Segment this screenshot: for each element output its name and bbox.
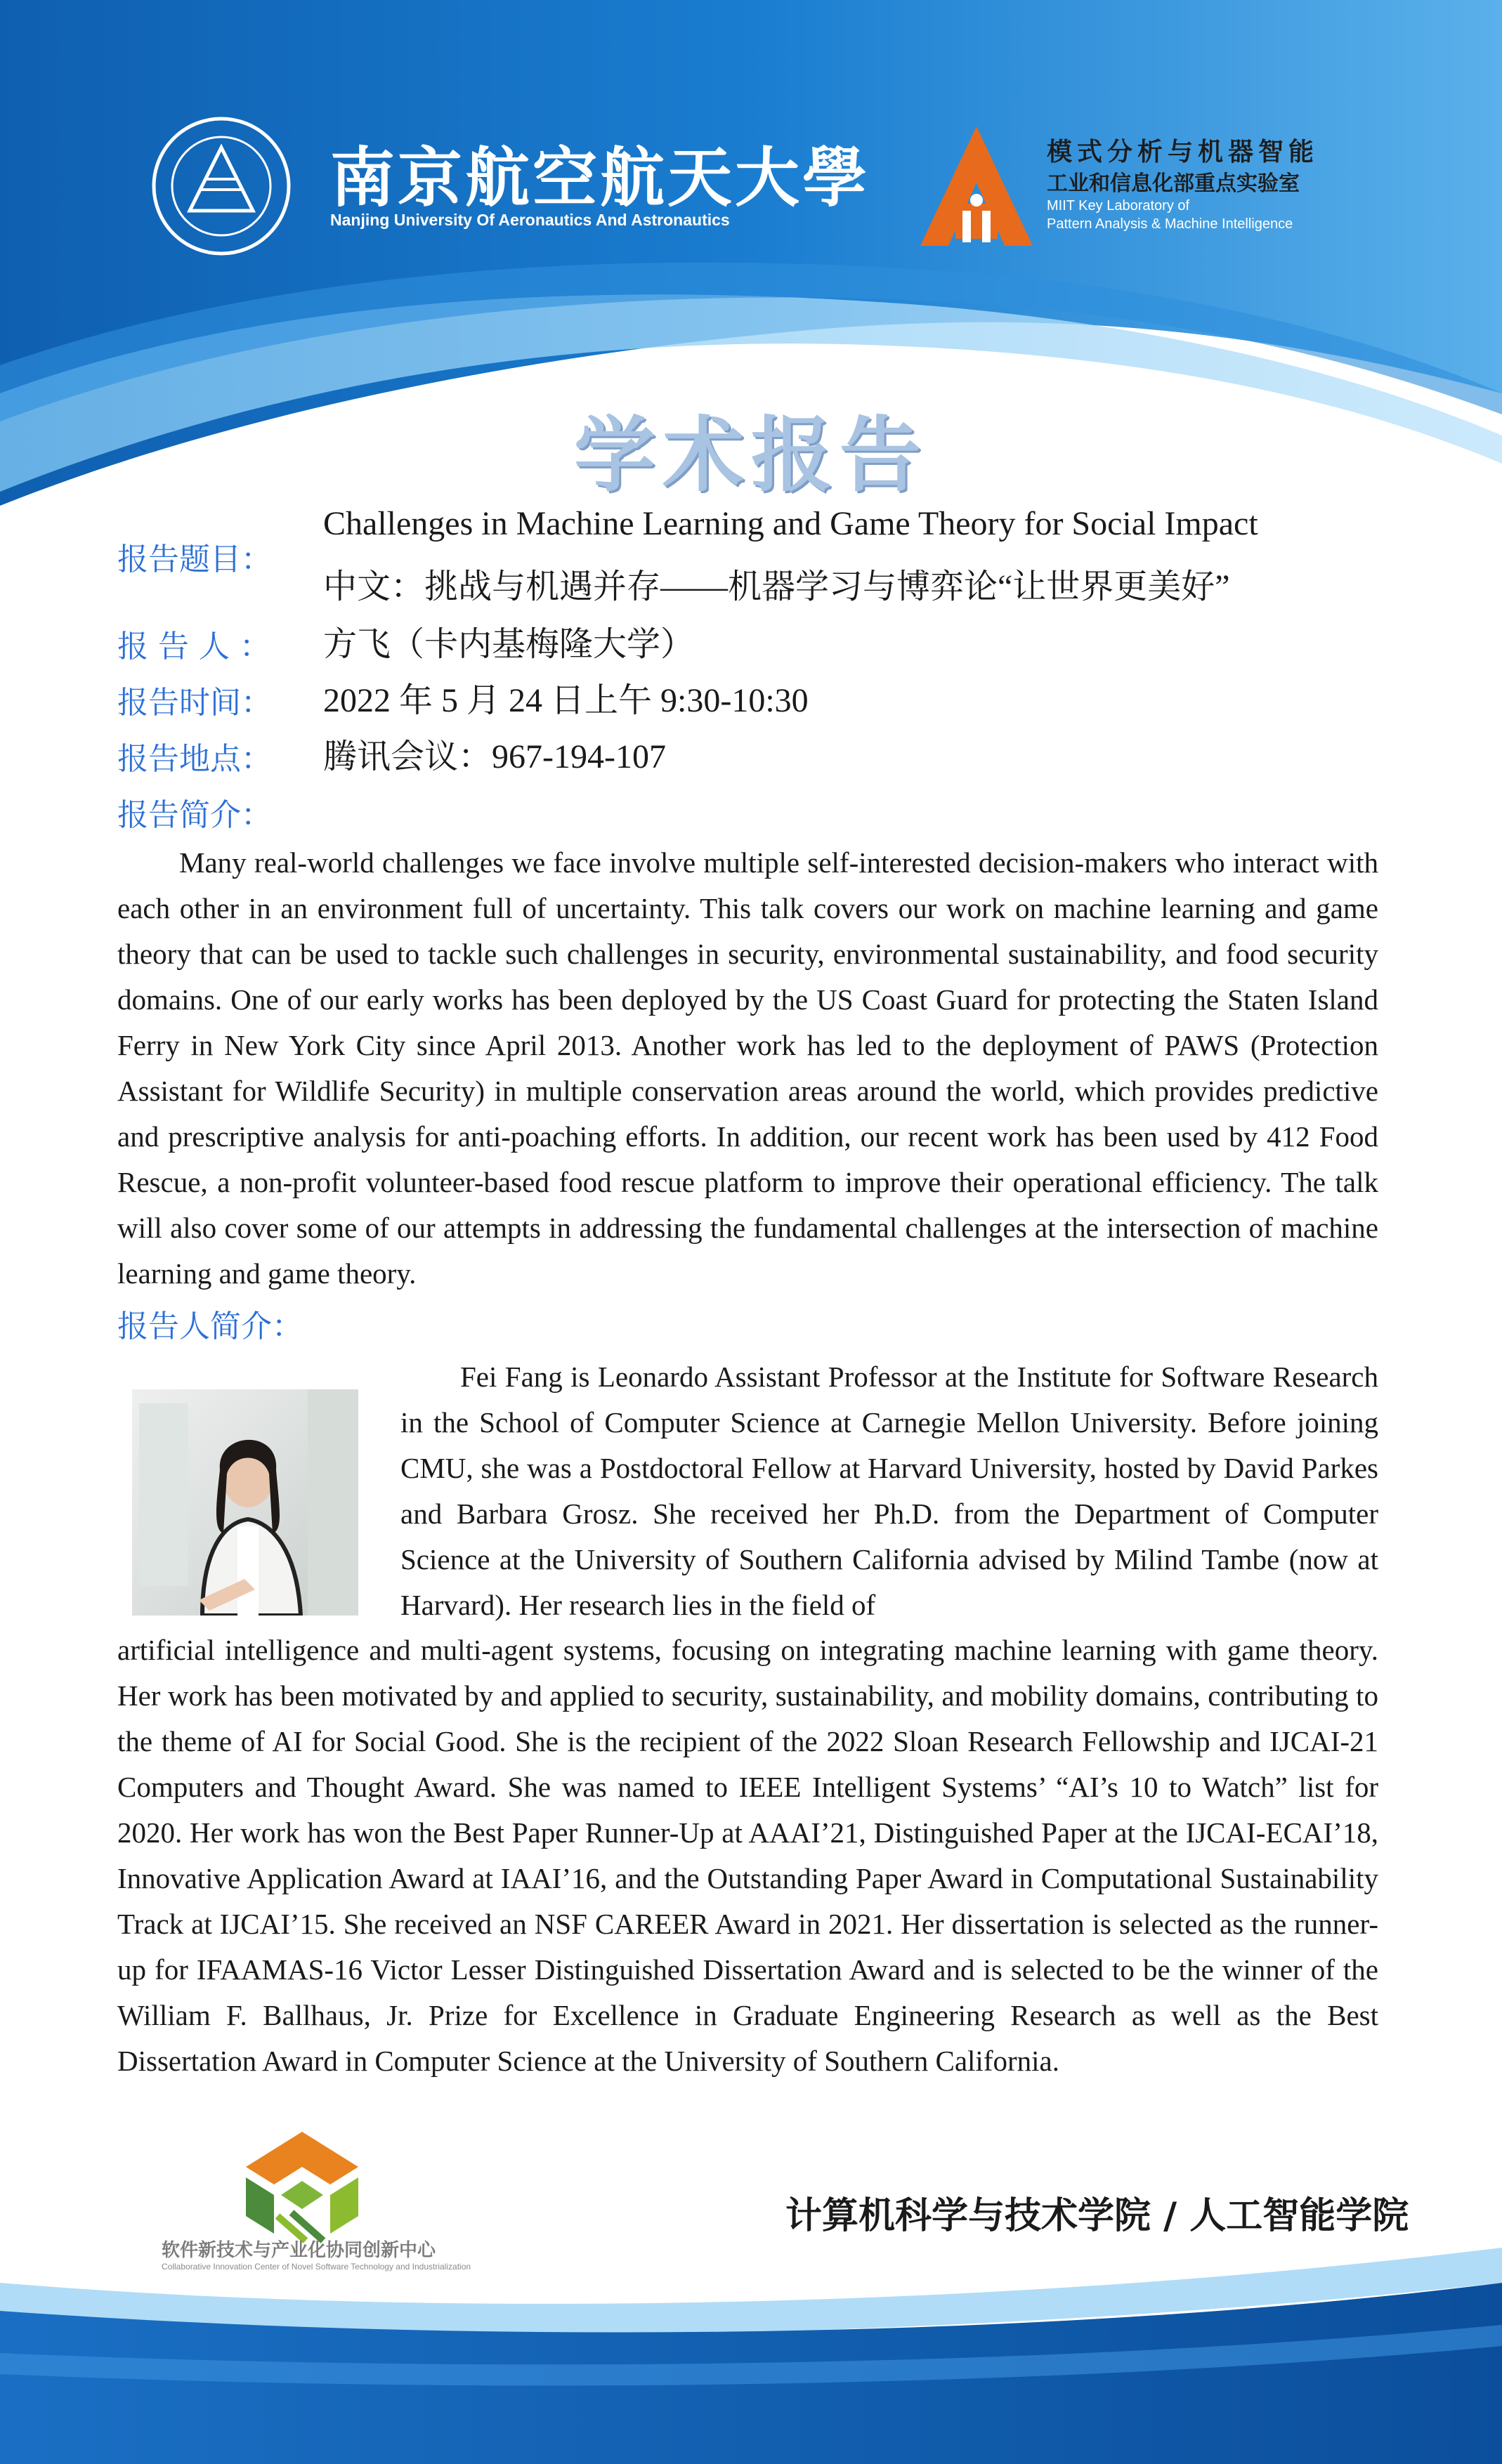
university-name-en: Nanjing University Of Aeronautics And Astronautics xyxy=(330,211,730,229)
speaker-photo xyxy=(132,1389,358,1616)
school-name: 计算机科学与技术学院 / 人工智能学院 xyxy=(785,2195,1409,2237)
topic-label: 报告题目： xyxy=(117,542,272,577)
lab-name-en-line1: MIIT Key Laboratory of xyxy=(1047,198,1190,214)
abstract-label: 报告简介： xyxy=(117,797,272,833)
footer-banner xyxy=(0,2206,1502,2464)
topic-cn: 中文：挑战与机遇并存——机器学习与博弈论“让世界更美好” xyxy=(323,568,1230,605)
page-title: 学术报告 xyxy=(574,408,928,503)
time-value: 2022 年 5 月 24 日上午 9:30-10:30 xyxy=(323,682,809,719)
topic-en: Challenges in Machine Learning and Game Theory for Social Impact xyxy=(323,505,1258,542)
speaker-value: 方飞（卡内基梅隆大学） xyxy=(323,626,695,663)
lab-name-cn-line2: 工业和信息化部重点实验室 xyxy=(1047,171,1300,196)
lab-name-en-line2: Pattern Analysis & Machine Intelligence xyxy=(1047,216,1293,232)
bio-text-part1: Fei Fang is Leonardo Assistant Professor at the Institute for Software Research in the School of Computer Science at Carnegie Mellon University. Before joining CMU, she was a Postdoctoral Fellow at Harvard University, hosted by David Parkes and Barbara Grosz. She received her Ph.D. from the Department of Computer Science at the University of Southern California advised by Milind Tambe (now at Harvard). Her research lies in the field of xyxy=(400,1361,1378,1621)
speaker-label: 报 告 人 ： xyxy=(117,629,270,664)
place-value: 腾讯会议：967-194-107 xyxy=(323,738,666,775)
university-name-cn: 南京航空航天大學 xyxy=(330,140,870,216)
place-label: 报告地点： xyxy=(117,741,272,777)
bio-text-part2: artificial intelligence and multi-agent systems, focusing on integrating machine learning with game theory. Her work has been motivated by and applied to security, sustainability, and mobility domains, contributing to the theme of AI for Social Good. She is the recipient of the 2022 Sloan Research Fellowship and IJCAI-21 Computers and Thought Award. She was named to IEEE Intelligent Systems’ “AI’s 10 to Watch” list for 2020. Her work has won the Best Paper Runner-Up at AAAI’21, Distinguished Paper at the IJCAI-ECAI’18, Innovative Application Award at IAAI’16, and the Outstanding Paper Award in Computational Sustainability Track at IJCAI’15. She received an NSF CAREER Award in 2021. Her dissertation is selected as the runner-up for IFAAMAS-16 Victor Lesser Distinguished Dissertation Award and is selected to be the winner of the William F. Ballhaus, Jr. Prize for Excellence in Graduate Engineering Research as well as the Best Dissertation Award in Computer Science at the University of Southern California. xyxy=(117,1634,1378,2077)
lab-logo xyxy=(913,119,1040,253)
time-label: 报告时间： xyxy=(117,685,272,721)
innovation-center-name-en: Collaborative Innovation Center of Novel Software Technology and Industrialization xyxy=(162,2262,471,2272)
lab-name-cn-line1: 模式分析与机器智能 xyxy=(1047,138,1319,166)
innovation-center-name-cn: 软件新技术与产业化协同创新中心 xyxy=(162,2240,436,2261)
bio-label: 报告人简介： xyxy=(117,1309,303,1344)
abstract-text: Many real-world challenges we face involve multiple self-interested decision-makers who interact with each other in an environment full of uncertainty. This talk covers our work on machine learning and game theory that can be used to tackle such challenges in security, environmental sustainability, and food security domains. One of our early works has been deployed by the US Coast Guard for protecting the Staten Island Ferry in New York City since April 2013. Another work has led to the deployment of PAWS (Protection Assistant for Wildlife Security) in multiple conservation areas around the world, which provides predictive and prescriptive analysis for anti-poaching efforts. In addition, our recent work has been used by 412 Food Rescue, a non-profit volunteer-based food rescue platform to improve their operational efficiency. The talk will also cover some of our attempts in addressing the fundamental challenges at the intersection of machine learning and game theory. xyxy=(117,846,1378,1290)
university-seal-logo xyxy=(151,116,292,256)
